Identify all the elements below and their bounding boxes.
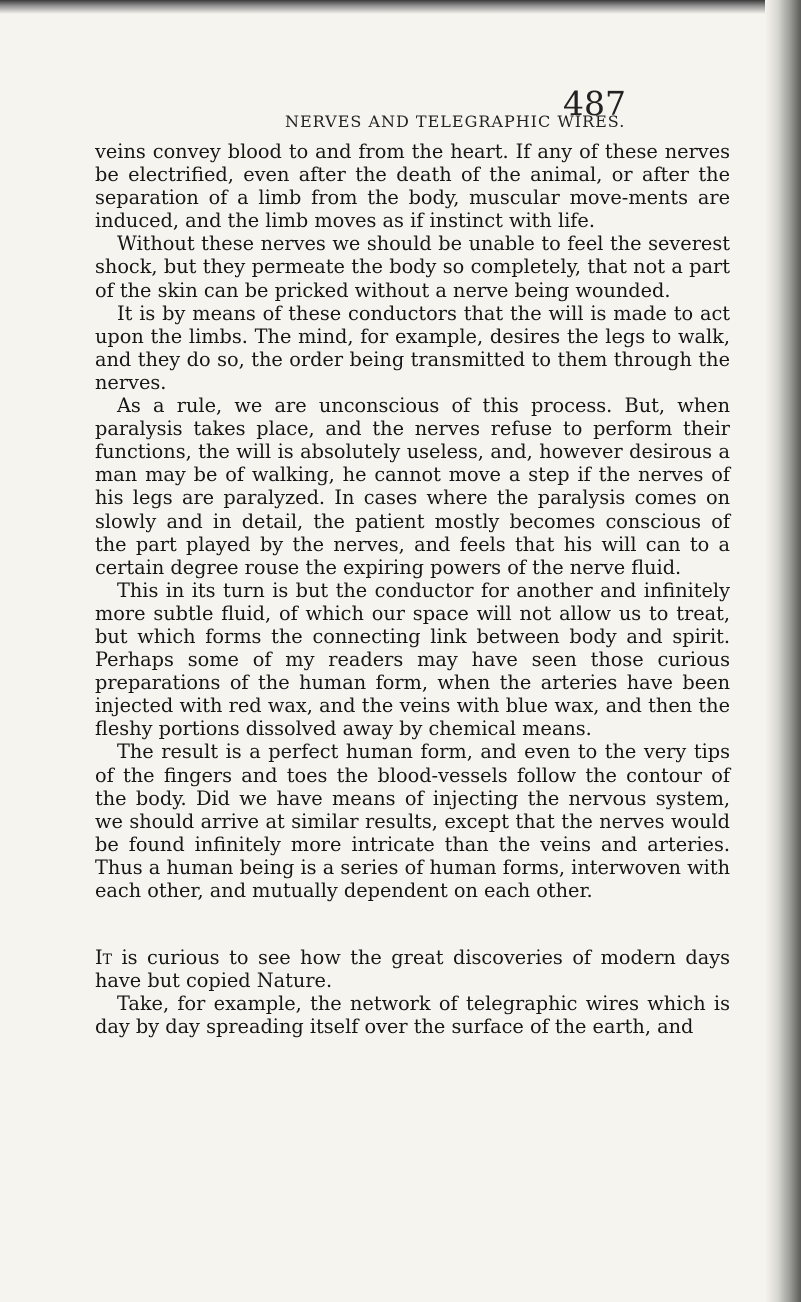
paragraph-7-rest: is curious to see how the great discoveries of modern days have but copied Nature.	[95, 946, 730, 993]
paragraph-6: The result is a perfect human form, and even to the very tips of the fingers and toes the blood-vessels follow the contour of the body. Did we have means of injecting the nervous system, we should arrive at similar results, except that the nerves would be found infinitely more intricate than the veins and arteries. Thus a human being is a series of human forms, interwoven with each other, and mutually dependent on each other.	[95, 740, 730, 902]
paragraph-4: As a rule, we are unconscious of this process. But, when paralysis takes place, and the nerves refuse to perform their functions, the will is absolutely useless, and, however desirous a man may be of walking, he cannot move a step if the nerves of his legs are paralyzed. In cases where the paralysis comes on slowly and in detail, the patient mostly becomes conscious of the part played by the nerves, and feels that his will can to a certain degree rouse the expiring powers of the nerve fluid.	[95, 394, 730, 579]
paragraph-1: veins convey blood to and from the heart. If any of these nerves be electrified, even after the death of the animal, or after the separation of a limb from the body, muscular move-ments are induced, and the limb moves as if instinct with life.	[95, 140, 730, 233]
page-header	[0, 84, 801, 136]
section-break	[95, 902, 730, 946]
page-top-shadow	[0, 0, 801, 14]
body-text	[95, 140, 730, 1038]
paragraph-5: This in its turn is but the conductor for another and infinitely more subtle fluid, of which our space will not allow us to treat, but which forms the connecting link between body and spirit. Perhaps some of my readers may have seen those curious preparations of the human form, when the arteries have been injected with red wax, and the veins with blue wax, and then the fleshy portions dissolved away by chemical means.	[95, 578, 730, 741]
paragraph-7-lead: It	[95, 946, 112, 970]
page-gutter-shadow	[765, 0, 801, 1302]
paragraph-8: Take, for example, the network of telegraphic wires which is day by day spreading itself over the surface of the earth, and	[95, 992, 730, 1039]
paragraph-7	[95, 946, 730, 992]
page-number: 487	[563, 84, 626, 123]
paragraph-3: It is by means of these conductors that the will is made to act upon the limbs. The mind, for example, desires the legs to walk, and they do so, the order being transmitted to them through the nerves.	[95, 301, 730, 394]
paragraph-2: Without these nerves we should be unable to feel the severest shock, but they permeate the body so completely, that not a part of the skin can be pricked without a nerve being wounded.	[95, 232, 730, 302]
running-head: NERVES AND TELEGRAPHIC WIRES.	[285, 112, 626, 131]
